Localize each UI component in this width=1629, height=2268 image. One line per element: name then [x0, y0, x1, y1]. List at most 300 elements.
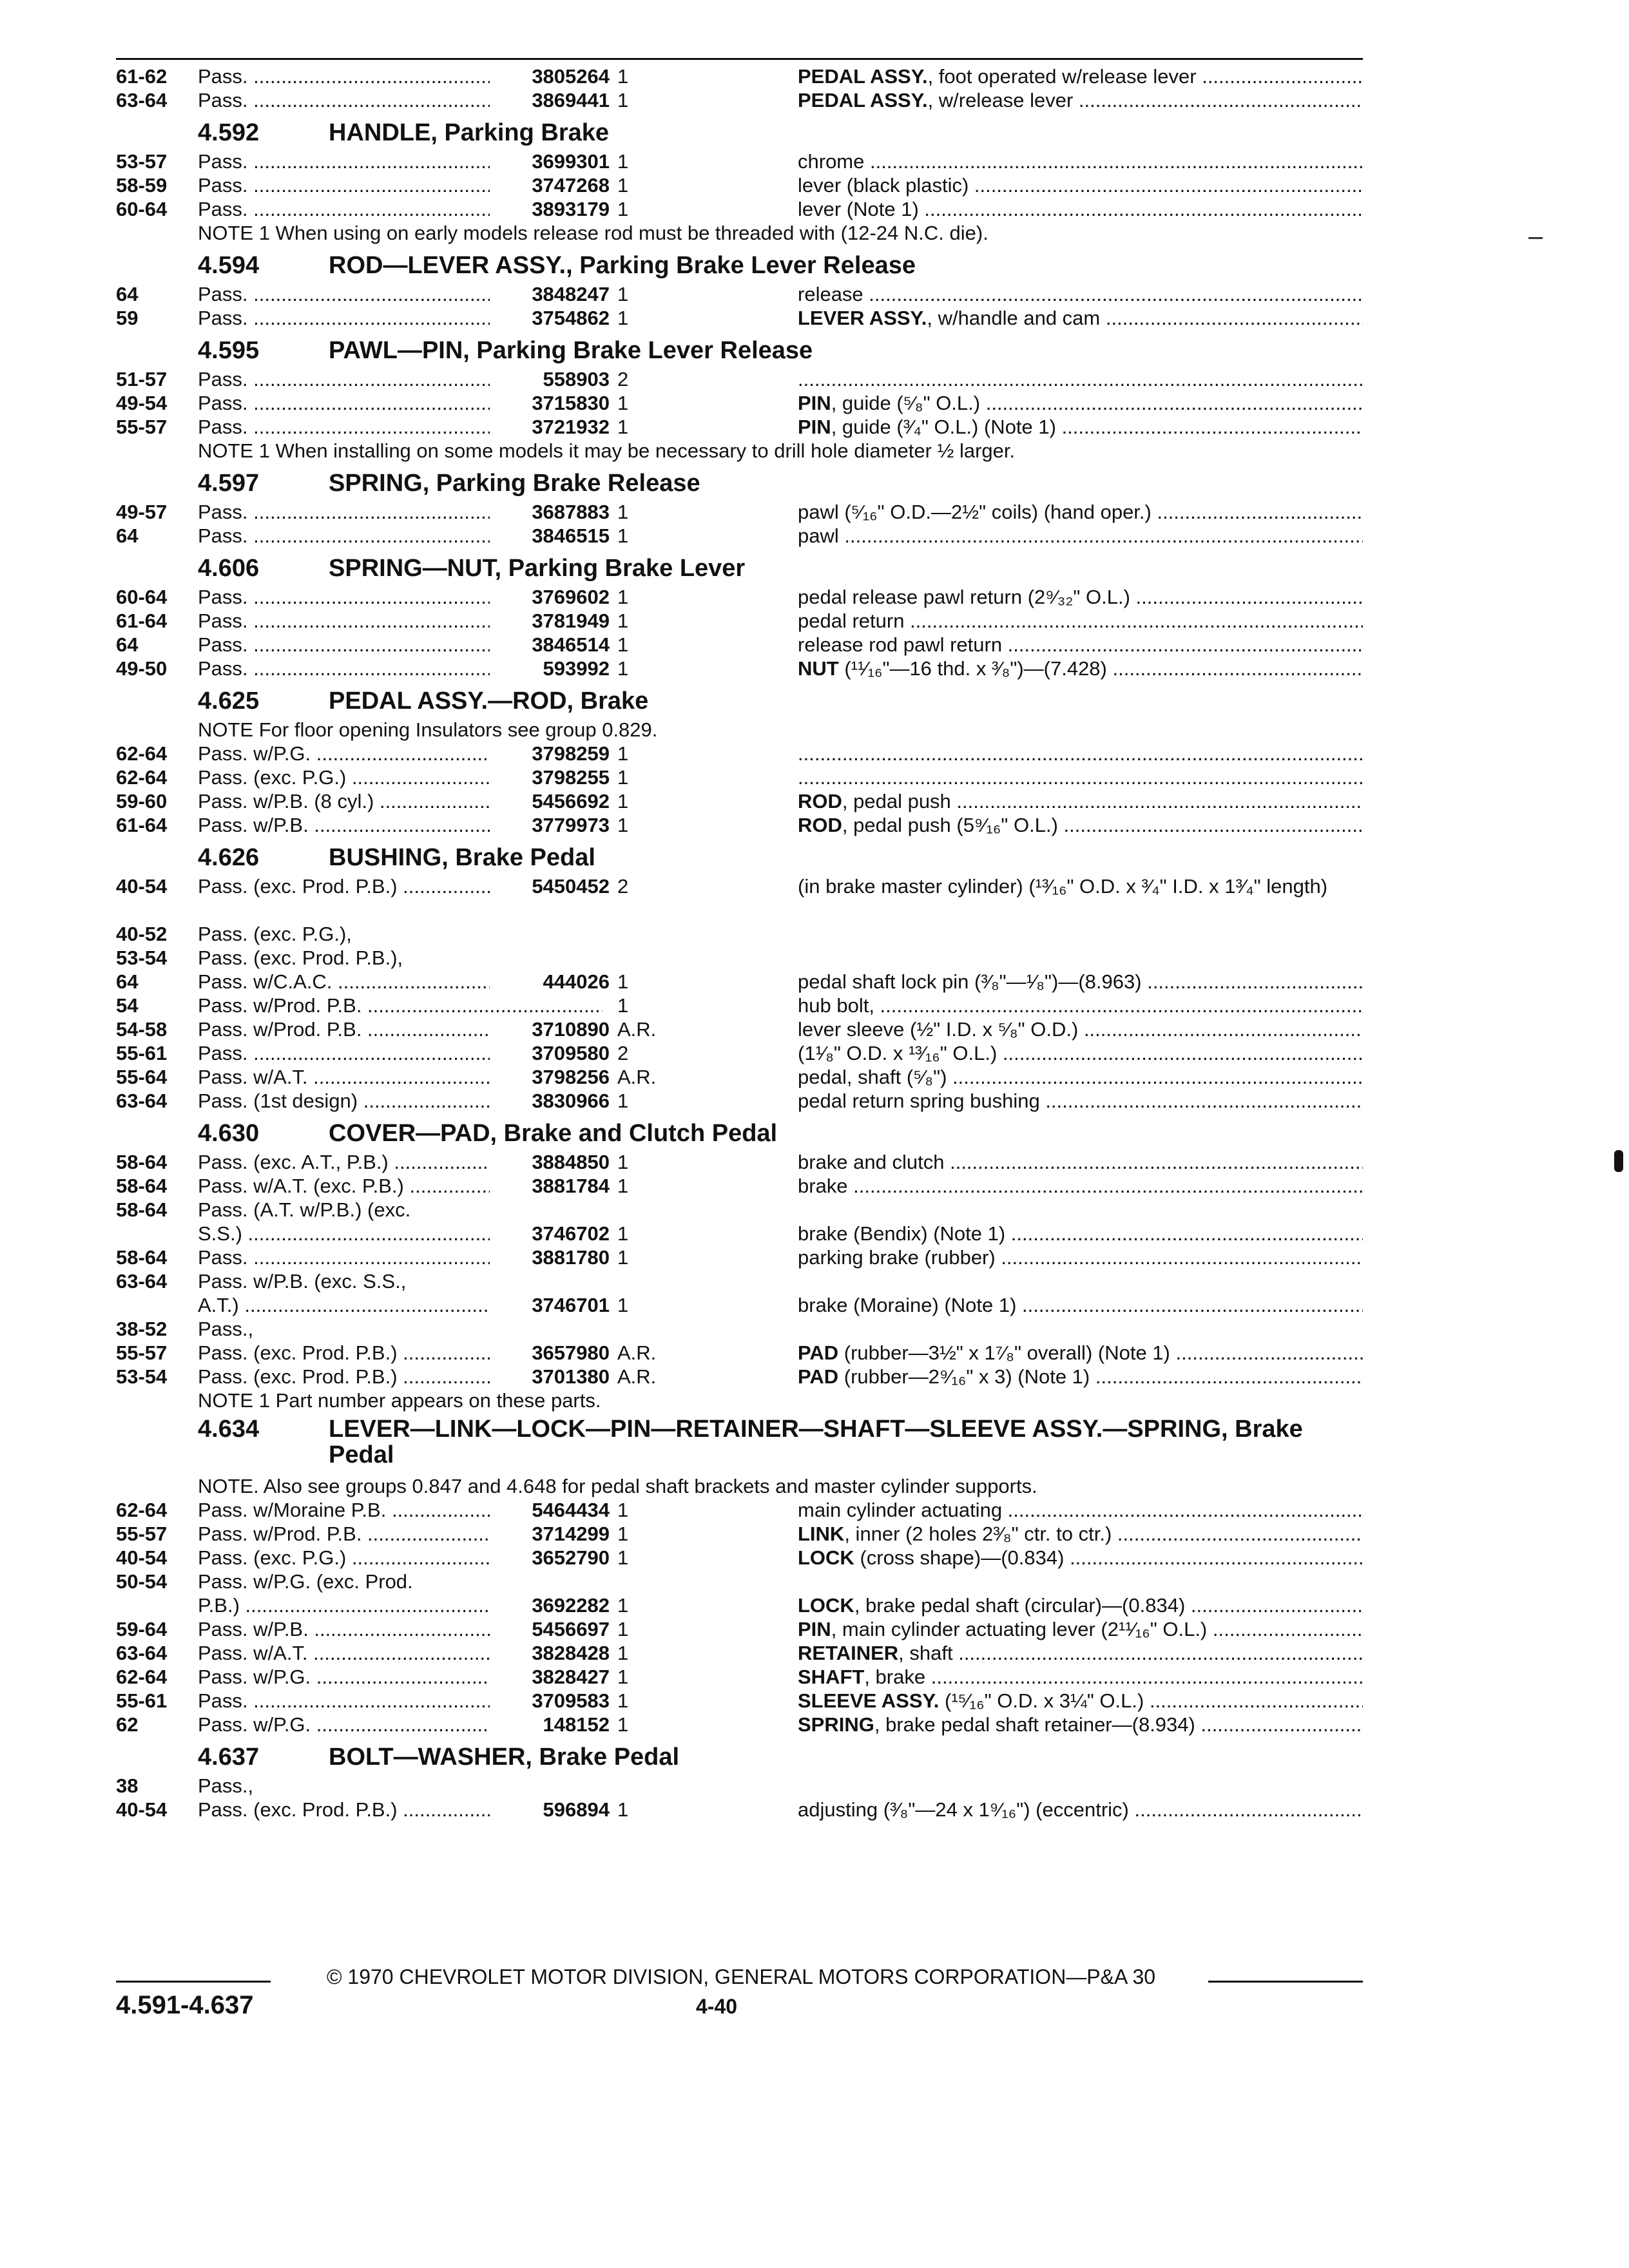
part-number: 3721932	[490, 415, 610, 439]
quantity: 1	[617, 970, 629, 993]
model-years: 53-54	[116, 947, 168, 969]
description-text: pedal return	[798, 610, 905, 632]
quantity: 2	[617, 875, 629, 898]
description-text: lever (Note 1)	[798, 198, 919, 220]
model-years: 53-57	[116, 150, 168, 173]
model-years: 64	[116, 633, 139, 656]
group-heading	[116, 552, 1363, 585]
part-row	[116, 1498, 1363, 1522]
quantity: 1	[617, 1713, 629, 1736]
part-row	[116, 765, 1363, 789]
part-number: 3881780	[490, 1245, 610, 1269]
part-description	[798, 994, 1363, 1017]
description-text: , foot operated w/release lever	[927, 65, 1197, 88]
part-name: ROD	[798, 790, 842, 812]
part-row	[116, 1041, 1363, 1065]
top-rule	[116, 58, 1363, 60]
part-description	[798, 1713, 1363, 1736]
part-row	[116, 1293, 1363, 1317]
description-text: release rod pawl return	[798, 633, 1003, 656]
group-range: 4.591-4.637	[116, 1991, 254, 2019]
part-number: 3709580	[490, 1041, 610, 1065]
group-heading	[116, 249, 1363, 282]
model-application: Pass. w/P.G. .....	[198, 1713, 602, 1736]
part-number: 3747268	[490, 173, 610, 197]
description-text: pawl (⁵⁄₁₆" O.D.—2½" coils) (hand oper.)	[798, 501, 1152, 523]
part-description	[798, 197, 1363, 221]
model-application: Pass. w/A.T. (exc. P.B.) .....	[198, 1174, 602, 1198]
quantity: 1	[617, 1499, 629, 1521]
model-years: 62-64	[116, 1666, 168, 1688]
part-name: LOCK	[798, 1546, 854, 1569]
group-number: 4.592	[198, 119, 260, 146]
part-row	[116, 306, 1363, 330]
quantity: 1	[617, 174, 629, 197]
group-note: NOTE 1 When using on early models release rod must be threaded with (12-24 N.C. die).	[198, 222, 988, 244]
part-row	[116, 1317, 1363, 1341]
model-application: Pass. w/C.A.C. .....	[198, 970, 602, 994]
part-number: 3798256	[490, 1065, 610, 1089]
part-name: PIN	[798, 1618, 831, 1640]
model-application: Pass. .....	[198, 1245, 602, 1269]
part-description	[798, 813, 1363, 837]
part-number: 3754862	[490, 306, 610, 330]
model-application: Pass. .....	[198, 609, 602, 633]
model-application: Pass. (exc. P.G.) .....	[198, 1546, 602, 1570]
model-years: 62	[116, 1713, 139, 1736]
description-text: brake	[798, 1175, 848, 1197]
description-text: pedal shaft lock pin (³⁄₈"—¹⁄₈")—(8.963)	[798, 970, 1142, 993]
model-application: Pass. .....	[198, 415, 602, 439]
model-application: Pass. (exc. Prod. P.B.) .....	[198, 874, 602, 898]
group-heading	[116, 841, 1363, 874]
model-application: Pass. (exc. Prod. P.B.) .....	[198, 1365, 602, 1389]
description-text: (rubber—3½" x 1⁷⁄₈" overall) (Note 1)	[838, 1341, 1170, 1364]
model-years: 51-57	[116, 368, 168, 390]
group-note: NOTE. Also see groups 0.847 and 4.648 for pedal shaft brackets and master cylinder supports.	[198, 1475, 1037, 1497]
model-application: Pass. w/P.G. .....	[198, 1665, 602, 1689]
quantity: 2	[617, 1042, 629, 1064]
model-years: 62-64	[116, 1499, 168, 1521]
quantity: 1	[617, 586, 629, 608]
part-description	[798, 789, 1363, 813]
part-number: 148152	[490, 1713, 610, 1736]
part-description	[798, 742, 1363, 765]
part-description	[798, 1617, 1363, 1641]
model-application: Pass. .....	[198, 1689, 602, 1713]
group-note: NOTE 1 When installing on some models it may be necessary to drill hole diameter ½ larger.	[198, 439, 1016, 462]
description-text: (1¹⁄₈" O.D. x ¹³⁄₁₆" O.L.)	[798, 1042, 998, 1064]
group-note: NOTE For floor opening Insulators see group 0.829.	[198, 718, 658, 741]
group-title: ROD—LEVER ASSY., Parking Brake Lever Release	[329, 252, 916, 279]
part-row	[116, 994, 1363, 1017]
quantity: 1	[617, 1175, 629, 1197]
group-heading	[116, 116, 1363, 149]
part-description	[798, 1245, 1363, 1269]
group-heading	[116, 466, 1363, 500]
part-row	[116, 415, 1363, 439]
model-years: 53-54	[116, 1365, 168, 1388]
description-text: parking brake (rubber)	[798, 1246, 996, 1269]
model-application: Pass. .....	[198, 657, 602, 680]
part-row	[116, 367, 1363, 391]
part-description	[798, 765, 1363, 789]
part-number: 3692282	[490, 1593, 610, 1617]
part-description	[798, 1365, 1363, 1389]
part-description	[798, 1150, 1363, 1174]
quantity: A.R.	[617, 1018, 657, 1041]
group-title: BUSHING, Brake Pedal	[329, 844, 595, 871]
description-text: brake and clutch	[798, 1151, 945, 1173]
model-years: 63-64	[116, 1642, 168, 1664]
part-row	[116, 282, 1363, 306]
group-number: 4.626	[198, 844, 260, 871]
part-row	[116, 1593, 1363, 1617]
group-number: 4.594	[198, 252, 260, 279]
description-text: lever sleeve (½" I.D. x ⁵⁄₈" O.D.)	[798, 1018, 1079, 1041]
model-application: Pass. (exc. P.G.) .....	[198, 765, 602, 789]
description-text: , w/handle and cam	[927, 307, 1101, 329]
quantity: A.R.	[617, 1365, 657, 1388]
model-application: Pass. .....	[198, 197, 602, 221]
part-description	[798, 1065, 1363, 1089]
part-row	[116, 173, 1363, 197]
group-title: PAWL—PIN, Parking Brake Lever Release	[329, 337, 813, 364]
part-description	[798, 585, 1363, 609]
quantity: 2	[617, 368, 629, 390]
quantity: 1	[617, 814, 629, 836]
model-years: 63-64	[116, 1270, 168, 1293]
part-row	[116, 1689, 1363, 1713]
description-text: brake (Bendix) (Note 1)	[798, 1222, 1006, 1245]
parts-listing	[116, 64, 1363, 1825]
part-number: 3657980	[490, 1341, 610, 1365]
model-application: A.T.) .....	[198, 1293, 602, 1317]
group-number: 4.637	[198, 1744, 260, 1771]
quantity: 1	[617, 65, 629, 88]
part-row	[116, 1198, 1363, 1222]
description-text: (¹⁵⁄₁₆" O.D. x 3¼" O.L.)	[939, 1689, 1144, 1712]
description-text: release	[798, 283, 863, 305]
part-description	[798, 282, 1363, 306]
part-name: PAD	[798, 1365, 839, 1388]
part-name: LINK	[798, 1523, 845, 1545]
part-number: 3830966	[490, 1089, 610, 1113]
group-number: 4.597	[198, 470, 260, 497]
part-row	[116, 1713, 1363, 1736]
edge-mark	[1614, 1150, 1623, 1172]
part-description	[798, 64, 1363, 88]
part-row	[116, 946, 1363, 970]
model-years: 38	[116, 1774, 139, 1797]
part-row	[116, 1150, 1363, 1174]
description-text: , brake pedal shaft retainer—(8.934)	[874, 1713, 1195, 1736]
model-years: 61-64	[116, 610, 168, 632]
model-years: 63-64	[116, 1090, 168, 1112]
quantity: 1	[617, 150, 629, 173]
part-row	[116, 585, 1363, 609]
part-name: LEVER ASSY.	[798, 307, 927, 329]
model-application: Pass. w/Prod. P.B. .....	[198, 1522, 602, 1546]
part-name: SHAFT	[798, 1666, 865, 1688]
model-years: 40-54	[116, 875, 168, 898]
part-description	[798, 173, 1363, 197]
part-row	[116, 1065, 1363, 1089]
model-application: Pass. w/A.T. .....	[198, 1641, 602, 1665]
quantity: A.R.	[617, 1066, 657, 1088]
part-row	[116, 149, 1363, 173]
part-row	[116, 1570, 1363, 1593]
group-title: HANDLE, Parking Brake	[329, 119, 610, 146]
part-number: 3828427	[490, 1665, 610, 1689]
footer-rule-right	[1208, 1981, 1363, 1983]
part-row	[116, 813, 1363, 837]
part-description	[798, 970, 1363, 994]
part-description	[798, 500, 1363, 524]
part-description	[798, 415, 1363, 439]
part-number: 3798259	[490, 742, 610, 765]
part-number: 3779973	[490, 813, 610, 837]
part-row	[116, 1798, 1363, 1821]
part-name: ROD	[798, 814, 842, 836]
part-description	[798, 1689, 1363, 1713]
quantity: 1	[617, 501, 629, 523]
model-years: 64	[116, 524, 139, 547]
description-text: pedal release pawl return (2⁹⁄₃₂" O.L.)	[798, 586, 1130, 608]
part-number: 3746702	[490, 1222, 610, 1245]
model-application: Pass.,	[198, 1318, 254, 1340]
description-text: chrome	[798, 150, 865, 173]
part-description	[798, 1593, 1363, 1617]
part-description	[798, 1017, 1363, 1041]
model-years: 49-54	[116, 392, 168, 414]
model-years: 40-54	[116, 1798, 168, 1821]
part-row	[116, 1245, 1363, 1269]
model-application: Pass. .....	[198, 633, 602, 657]
part-row	[116, 1341, 1363, 1365]
part-row	[116, 1522, 1363, 1546]
part-number: 444026	[490, 970, 610, 994]
part-row	[116, 742, 1363, 765]
part-number: 3846515	[490, 524, 610, 548]
part-row	[116, 524, 1363, 548]
model-years: 60-64	[116, 586, 168, 608]
quantity: 1	[617, 1798, 629, 1821]
model-years: 58-64	[116, 1175, 168, 1197]
model-application: Pass.,	[198, 1774, 254, 1797]
model-years: 62-64	[116, 766, 168, 789]
page-footer	[116, 1965, 1363, 2019]
model-years: 55-61	[116, 1042, 168, 1064]
part-row	[116, 1017, 1363, 1041]
copyright-text: © 1970 CHEVROLET MOTOR DIVISION, GENERAL MOTORS CORPORATION—P&A 30	[326, 1965, 1156, 1988]
model-years: 58-59	[116, 174, 168, 197]
quantity: 1	[617, 1222, 629, 1245]
part-description	[798, 367, 1363, 391]
model-application: Pass. w/Moraine P.B. .....	[198, 1498, 602, 1522]
description-text: adjusting (³⁄₈"—24 x 1⁹⁄₁₆") (eccentric)	[798, 1798, 1129, 1821]
group-number: 4.630	[198, 1120, 260, 1147]
part-description	[798, 88, 1363, 112]
group-title: BOLT—WASHER, Brake Pedal	[329, 1744, 680, 1771]
description-text: , pedal push (5⁹⁄₁₆" O.L.)	[842, 814, 1058, 836]
part-row	[116, 874, 1363, 922]
part-name: PEDAL ASSY.	[798, 65, 928, 88]
model-application: Pass. w/A.T. .....	[198, 1065, 602, 1089]
part-number: 3805264	[490, 64, 610, 88]
part-description	[798, 633, 1363, 657]
page-number: 4-40	[696, 1995, 738, 2018]
group-number: 4.595	[198, 337, 260, 364]
quantity: 1	[617, 1666, 629, 1688]
model-application: Pass. .....	[198, 173, 602, 197]
model-application: Pass. .....	[198, 500, 602, 524]
part-row	[116, 64, 1363, 88]
model-application: Pass. w/Prod. P.B. .....	[198, 1017, 602, 1041]
part-row	[116, 922, 1363, 946]
model-years: 55-61	[116, 1689, 168, 1712]
description-text: , inner (2 holes 2³⁄₈" ctr. to ctr.)	[844, 1523, 1112, 1545]
quantity: 1	[617, 283, 629, 305]
quantity: 1	[617, 416, 629, 438]
part-description	[798, 1498, 1363, 1522]
group-number: 4.634	[198, 1416, 260, 1443]
group-heading	[116, 1117, 1363, 1150]
model-application: Pass. (exc. Prod. P.B.),	[198, 947, 403, 969]
part-row	[116, 1174, 1363, 1198]
model-years: 49-50	[116, 657, 168, 680]
part-row	[116, 1617, 1363, 1641]
part-number: 3652790	[490, 1546, 610, 1570]
model-application: Pass. w/Prod. P.B. .....	[198, 994, 602, 1017]
model-application: Pass. .....	[198, 391, 602, 415]
part-description	[798, 1222, 1363, 1245]
model-years: 55-64	[116, 1066, 168, 1088]
part-description	[798, 391, 1363, 415]
model-years: 54	[116, 994, 139, 1017]
part-row	[116, 88, 1363, 112]
part-number: 5450452	[490, 874, 610, 898]
model-years: 64	[116, 283, 139, 305]
description-text: , brake	[864, 1666, 926, 1688]
model-application: Pass. w/P.B. (8 cyl.) .....	[198, 789, 602, 813]
model-years: 49-57	[116, 501, 168, 523]
model-application: Pass. (exc. A.T., P.B.) .....	[198, 1150, 602, 1174]
model-application: Pass. (exc. P.G.),	[198, 923, 352, 945]
quantity: 1	[617, 1642, 629, 1664]
group-title: SPRING, Parking Brake Release	[329, 470, 700, 497]
part-name: SLEEVE ASSY.	[798, 1689, 940, 1712]
model-application: Pass. .....	[198, 306, 602, 330]
model-years: 59-64	[116, 1618, 168, 1640]
quantity: 1	[617, 198, 629, 220]
description-text: pawl	[798, 524, 839, 547]
part-description	[798, 149, 1363, 173]
part-name: RETAINER	[798, 1642, 899, 1664]
part-number: 3884850	[490, 1150, 610, 1174]
quantity: 1	[617, 524, 629, 547]
model-application: Pass. .....	[198, 1041, 602, 1065]
quantity: 1	[617, 307, 629, 329]
model-years: 63-64	[116, 89, 168, 111]
part-name: LOCK	[798, 1594, 854, 1617]
model-application: S.S.) .....	[198, 1222, 602, 1245]
part-description	[798, 1041, 1363, 1065]
model-years: 40-54	[116, 1546, 168, 1569]
model-years: 38-52	[116, 1318, 168, 1340]
quantity: 1	[617, 1246, 629, 1269]
model-application: Pass. .....	[198, 64, 602, 88]
part-number: 3798255	[490, 765, 610, 789]
part-row	[116, 633, 1363, 657]
description-text: brake (Moraine) (Note 1)	[798, 1294, 1017, 1316]
group-title: SPRING—NUT, Parking Brake Lever	[329, 555, 746, 582]
quantity: A.R.	[617, 1341, 657, 1364]
part-number: 3710890	[490, 1017, 610, 1041]
group-heading	[116, 334, 1363, 367]
part-description	[798, 1641, 1363, 1665]
part-row	[116, 1774, 1363, 1798]
description-text: pedal return spring bushing	[798, 1090, 1040, 1112]
model-application: Pass. .....	[198, 88, 602, 112]
model-application: Pass. .....	[198, 367, 602, 391]
description-text: , shaft	[898, 1642, 953, 1664]
part-description	[798, 874, 1363, 898]
group-number: 4.606	[198, 555, 260, 582]
quantity: 1	[617, 657, 629, 680]
quantity: 1	[617, 1689, 629, 1712]
model-application: Pass. .....	[198, 149, 602, 173]
part-number: 3746701	[490, 1293, 610, 1317]
description-text: main cylinder actuating	[798, 1499, 1003, 1521]
part-name: NUT	[798, 657, 839, 680]
quantity: 1	[617, 994, 629, 1017]
description-text: (in brake master cylinder) (¹³⁄₁₆" O.D. x ³⁄₄" I.D. x 1³⁄₄" length)	[798, 875, 1328, 898]
part-number: 593992	[490, 657, 610, 680]
description-text: (¹¹⁄₁₆"—16 thd. x ³⁄₈")—(7.428)	[838, 657, 1107, 680]
part-number: 3828428	[490, 1641, 610, 1665]
quantity: 1	[617, 89, 629, 111]
part-description	[798, 524, 1363, 548]
quantity: 1	[617, 1594, 629, 1617]
part-number: 5456692	[490, 789, 610, 813]
part-name: PEDAL ASSY.	[798, 89, 928, 111]
part-row	[116, 970, 1363, 994]
group-note: NOTE 1 Part number appears on these parts.	[198, 1389, 601, 1412]
part-number: 3687883	[490, 500, 610, 524]
model-application: Pass. w/P.G. (exc. Prod.	[198, 1570, 413, 1593]
part-description	[798, 1174, 1363, 1198]
model-application: Pass. (exc. Prod. P.B.) .....	[198, 1798, 602, 1821]
model-application: Pass. (A.T. w/P.B.) (exc.	[198, 1198, 411, 1221]
footer-rule-left	[116, 1981, 271, 1983]
group-title: COVER—PAD, Brake and Clutch Pedal	[329, 1120, 778, 1147]
part-number: 3699301	[490, 149, 610, 173]
part-number: 3714299	[490, 1522, 610, 1546]
quantity: 1	[617, 790, 629, 812]
part-row	[116, 1365, 1363, 1389]
quantity: 1	[617, 1294, 629, 1316]
model-application: Pass. .....	[198, 524, 602, 548]
model-years: 55-57	[116, 1341, 168, 1364]
description-text: hub bolt,	[798, 994, 874, 1017]
quantity: 1	[617, 1090, 629, 1112]
quantity: 1	[617, 1523, 629, 1545]
model-years: 59	[116, 307, 139, 329]
part-number: 3893179	[490, 197, 610, 221]
part-description	[798, 1665, 1363, 1689]
part-name: PIN	[798, 392, 831, 414]
